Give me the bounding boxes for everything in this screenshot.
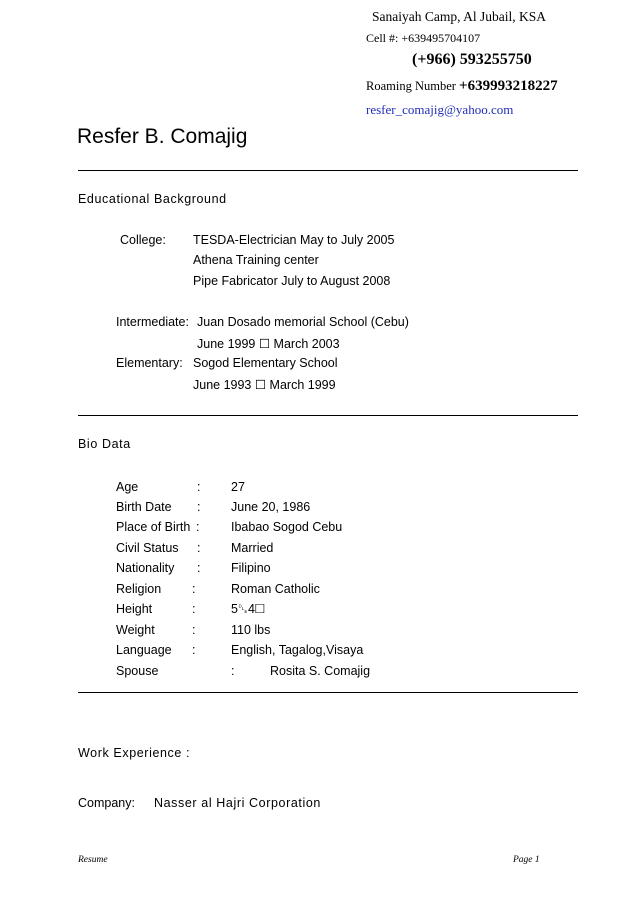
footer-left: Resume: [78, 855, 108, 865]
divider: [78, 170, 578, 171]
bio-sep: :: [197, 541, 201, 555]
college-line: Athena Training center: [193, 253, 319, 267]
divider: [78, 415, 578, 416]
bio-sep: :: [196, 520, 200, 534]
bio-sep: :: [197, 480, 201, 494]
bio-value: 27: [231, 480, 245, 494]
spouse-sep: :: [231, 664, 235, 678]
elementary-line: June 1993 ☐ March 1999: [193, 378, 336, 392]
education-heading: Educational Background: [78, 192, 227, 206]
bio-sep: :: [192, 623, 196, 637]
company-label: Company:: [78, 796, 135, 810]
bio-value: Filipino: [231, 561, 271, 575]
elementary-line: Sogod Elementary School: [193, 356, 338, 370]
bio-label: Weight: [116, 623, 155, 637]
bio-sep: :: [192, 582, 196, 596]
bio-label: Birth Date: [116, 500, 172, 514]
bio-value: Roman Catholic: [231, 582, 320, 596]
college-line: TESDA-Electrician May to July 2005: [193, 233, 395, 247]
bio-sep: :: [197, 561, 201, 575]
cell-number: Cell #: +639495704107: [366, 31, 481, 45]
bio-heading: Bio Data: [78, 437, 131, 451]
bio-label: Religion: [116, 582, 162, 596]
roaming-number: +639993218227: [459, 78, 558, 94]
bio-value: Ibabao Sogod Cebu: [231, 520, 343, 534]
page-title: Resfer B. Comajig: [77, 125, 248, 148]
bio-sep: :: [192, 602, 196, 616]
phone-number: (+966) 593255750: [412, 51, 532, 68]
bio-value: English, Tagalog,Visaya: [231, 643, 364, 657]
bio-label: Age: [116, 480, 139, 494]
elementary-label: Elementary:: [116, 356, 183, 370]
spouse-label: Spouse: [116, 664, 159, 678]
spouse-value: Rosita S. Comajig: [270, 664, 371, 678]
bio-sep: :: [197, 500, 201, 514]
bio-value: 5␐4☐: [231, 602, 265, 616]
bio-label: Language: [116, 643, 172, 657]
roaming-label: Roaming Number: [366, 79, 456, 93]
intermediate-line: June 1999 ☐ March 2003: [197, 337, 340, 351]
intermediate-label: Intermediate:: [116, 315, 189, 329]
bio-label: Civil Status: [116, 541, 179, 555]
bio-label: Height: [116, 602, 153, 616]
company-name: Nasser al Hajri Corporation: [154, 796, 321, 810]
address: Sanaiyah Camp, Al Jubail, KSA: [372, 9, 546, 24]
divider: [78, 692, 578, 693]
intermediate-line: Juan Dosado memorial School (Cebu): [197, 315, 409, 329]
bio-value: June 20, 1986: [231, 500, 311, 514]
bio-value: 110 lbs: [231, 623, 271, 637]
college-label: College:: [120, 233, 166, 247]
page-number: Page 1: [513, 855, 540, 865]
bio-label: Nationality: [116, 561, 175, 575]
work-heading: Work Experience :: [78, 746, 191, 760]
roaming-number-line: [366, 78, 558, 95]
bio-value: Married: [231, 541, 274, 555]
bio-label: Place of Birth: [116, 520, 191, 534]
bio-sep: :: [192, 643, 196, 657]
email-link[interactable]: resfer_comajig@yahoo.com: [366, 102, 514, 117]
college-line: Pipe Fabricator July to August 2008: [193, 274, 391, 288]
